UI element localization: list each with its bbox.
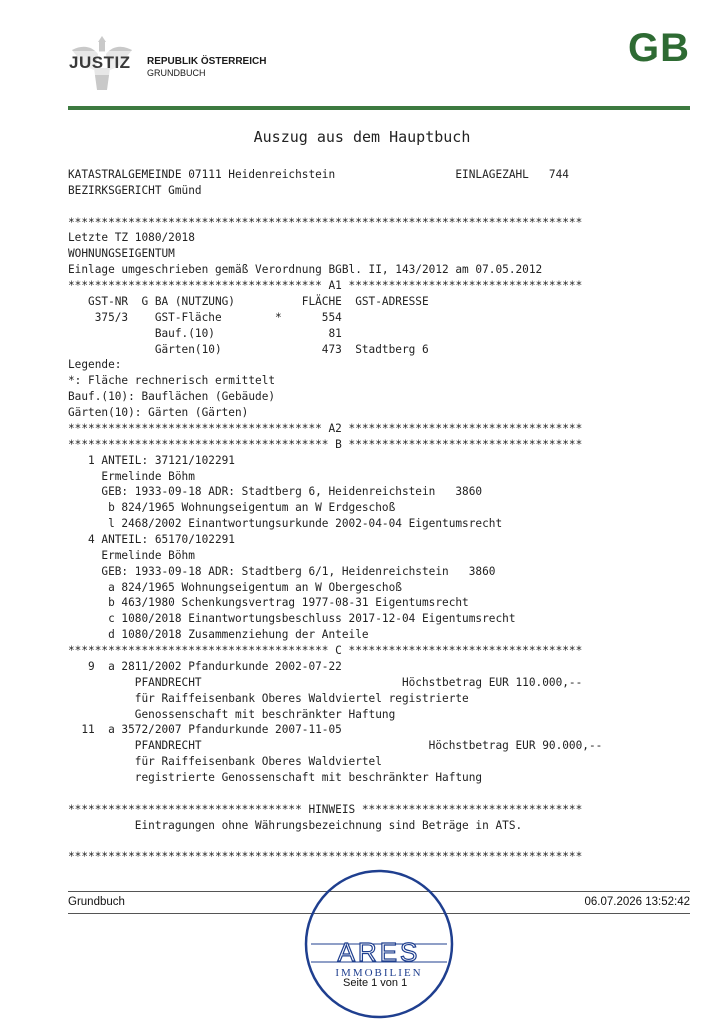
- document-line: Genossenschaft mit beschränkter Haftung: [68, 707, 396, 721]
- document-line: GEB: 1933-09-18 ADR: Stadtberg 6/1, Heidenreichstein 3860: [68, 564, 496, 578]
- document-line: Bauf.(10): Bauflächen (Gebäude): [68, 390, 276, 404]
- document-line: Eintragungen ohne Währungsbezeichnung sind Beträge in ATS.: [68, 818, 523, 832]
- gb-mark: GB: [628, 26, 690, 70]
- document-line: GEB: 1933-09-18 ADR: Stadtberg 6, Heidenreichstein 3860: [68, 485, 483, 499]
- document-line: Letzte TZ 1080/2018: [68, 231, 195, 245]
- document-line: 9 a 2811/2002 Pfandurkunde 2002-07-22: [68, 659, 342, 673]
- document-line: a 824/1965 Wohnungseigentum an W Obergeschoß: [68, 580, 402, 594]
- document-line: WOHNUNGSEIGENTUM: [68, 247, 175, 261]
- page-number: Seite 1 von 1: [343, 977, 408, 989]
- document-line: *****************************************************************************: [68, 850, 583, 864]
- justiz-logo-text: JUSTIZ: [69, 53, 131, 72]
- ares-immobilien-stamp: [303, 868, 455, 1020]
- document-line: registrierte Genossenschaft mit beschränkter Haftung: [68, 771, 483, 785]
- document-line: Ermelinde Böhm: [68, 548, 195, 562]
- stamp-subtitle: IMMOBILIEN: [335, 967, 423, 979]
- document-line: PFANDRECHT Höchstbetrag EUR 110.000,--: [68, 675, 583, 689]
- document-line: *************************************** B ***********************************: [68, 437, 583, 451]
- footer-label: Grundbuch: [68, 896, 125, 908]
- document-line: l 2468/2002 Einantwortungsurkunde 2002-04-04 Eigentumsrecht: [68, 517, 503, 531]
- stamp-title: ARES: [337, 937, 421, 967]
- document-line: ************************************** A2 ***********************************: [68, 421, 583, 435]
- document-line: 11 a 3572/2007 Pfandurkunde 2007-11-05: [68, 723, 342, 737]
- document-line: Bauf.(10) 81: [68, 326, 342, 340]
- document-line: Ermelinde Böhm: [68, 469, 195, 483]
- header-divider: [68, 106, 690, 110]
- document-title: Auszug aus dem Hauptbuch: [253, 128, 471, 146]
- document-line: Gärten(10) 473 Stadtberg 6: [68, 342, 429, 356]
- document-line: Gärten(10): Gärten (Gärten): [68, 406, 249, 420]
- document-line: KATASTRALGEMEINDE 07111 Heidenreichstein EINLAGEZAHL 744: [68, 168, 569, 181]
- document-line: 1 ANTEIL: 37121/102291: [68, 453, 235, 467]
- document-line: *********************************** HINWEIS *********************************: [68, 802, 583, 816]
- document-line: GST-NR G BA (NUTZUNG) FLÄCHE GST-ADRESSE: [68, 294, 429, 308]
- document-line: ************************************** A1 ***********************************: [68, 279, 583, 293]
- document-line: b 824/1965 Wohnungseigentum an W Erdgeschoß: [68, 501, 396, 515]
- document-line: für Raiffeisenbank Oberes Waldviertel registrierte: [68, 691, 469, 705]
- document-line: *****************************************************************************: [68, 215, 583, 229]
- document-line: *************************************** C ***********************************: [68, 644, 583, 658]
- document-line: BEZIRKSGERICHT Gmünd: [68, 183, 202, 197]
- document-line: PFANDRECHT Höchstbetrag EUR 90.000,--: [68, 739, 603, 753]
- document-line: Legende:: [68, 358, 122, 372]
- document-line: *: Fläche rechnerisch ermittelt: [68, 374, 276, 388]
- footer-timestamp: 06.07.2026 13:52:42: [584, 896, 690, 908]
- document-line: 375/3 GST-Fläche * 554: [68, 310, 342, 324]
- document-line: c 1080/2018 Einantwortungsbeschluss 2017-12-04 Eigentumsrecht: [68, 612, 516, 626]
- document-line: für Raiffeisenbank Oberes Waldviertel: [68, 755, 382, 769]
- document-line: d 1080/2018 Zusammenziehung der Anteile: [68, 628, 369, 642]
- document-line: 4 ANTEIL: 65170/102291: [68, 533, 235, 546]
- document-line: b 463/1980 Schenkungsvertrag 1977-08-31 Eigentumsrecht: [68, 596, 469, 610]
- org-name: REPUBLIK ÖSTERREICH: [147, 56, 267, 67]
- org-subtitle: GRUNDBUCH: [147, 68, 206, 78]
- document-line: Einlage umgeschrieben gemäß Verordnung BGBl. II, 143/2012 am 07.05.2012: [68, 263, 543, 277]
